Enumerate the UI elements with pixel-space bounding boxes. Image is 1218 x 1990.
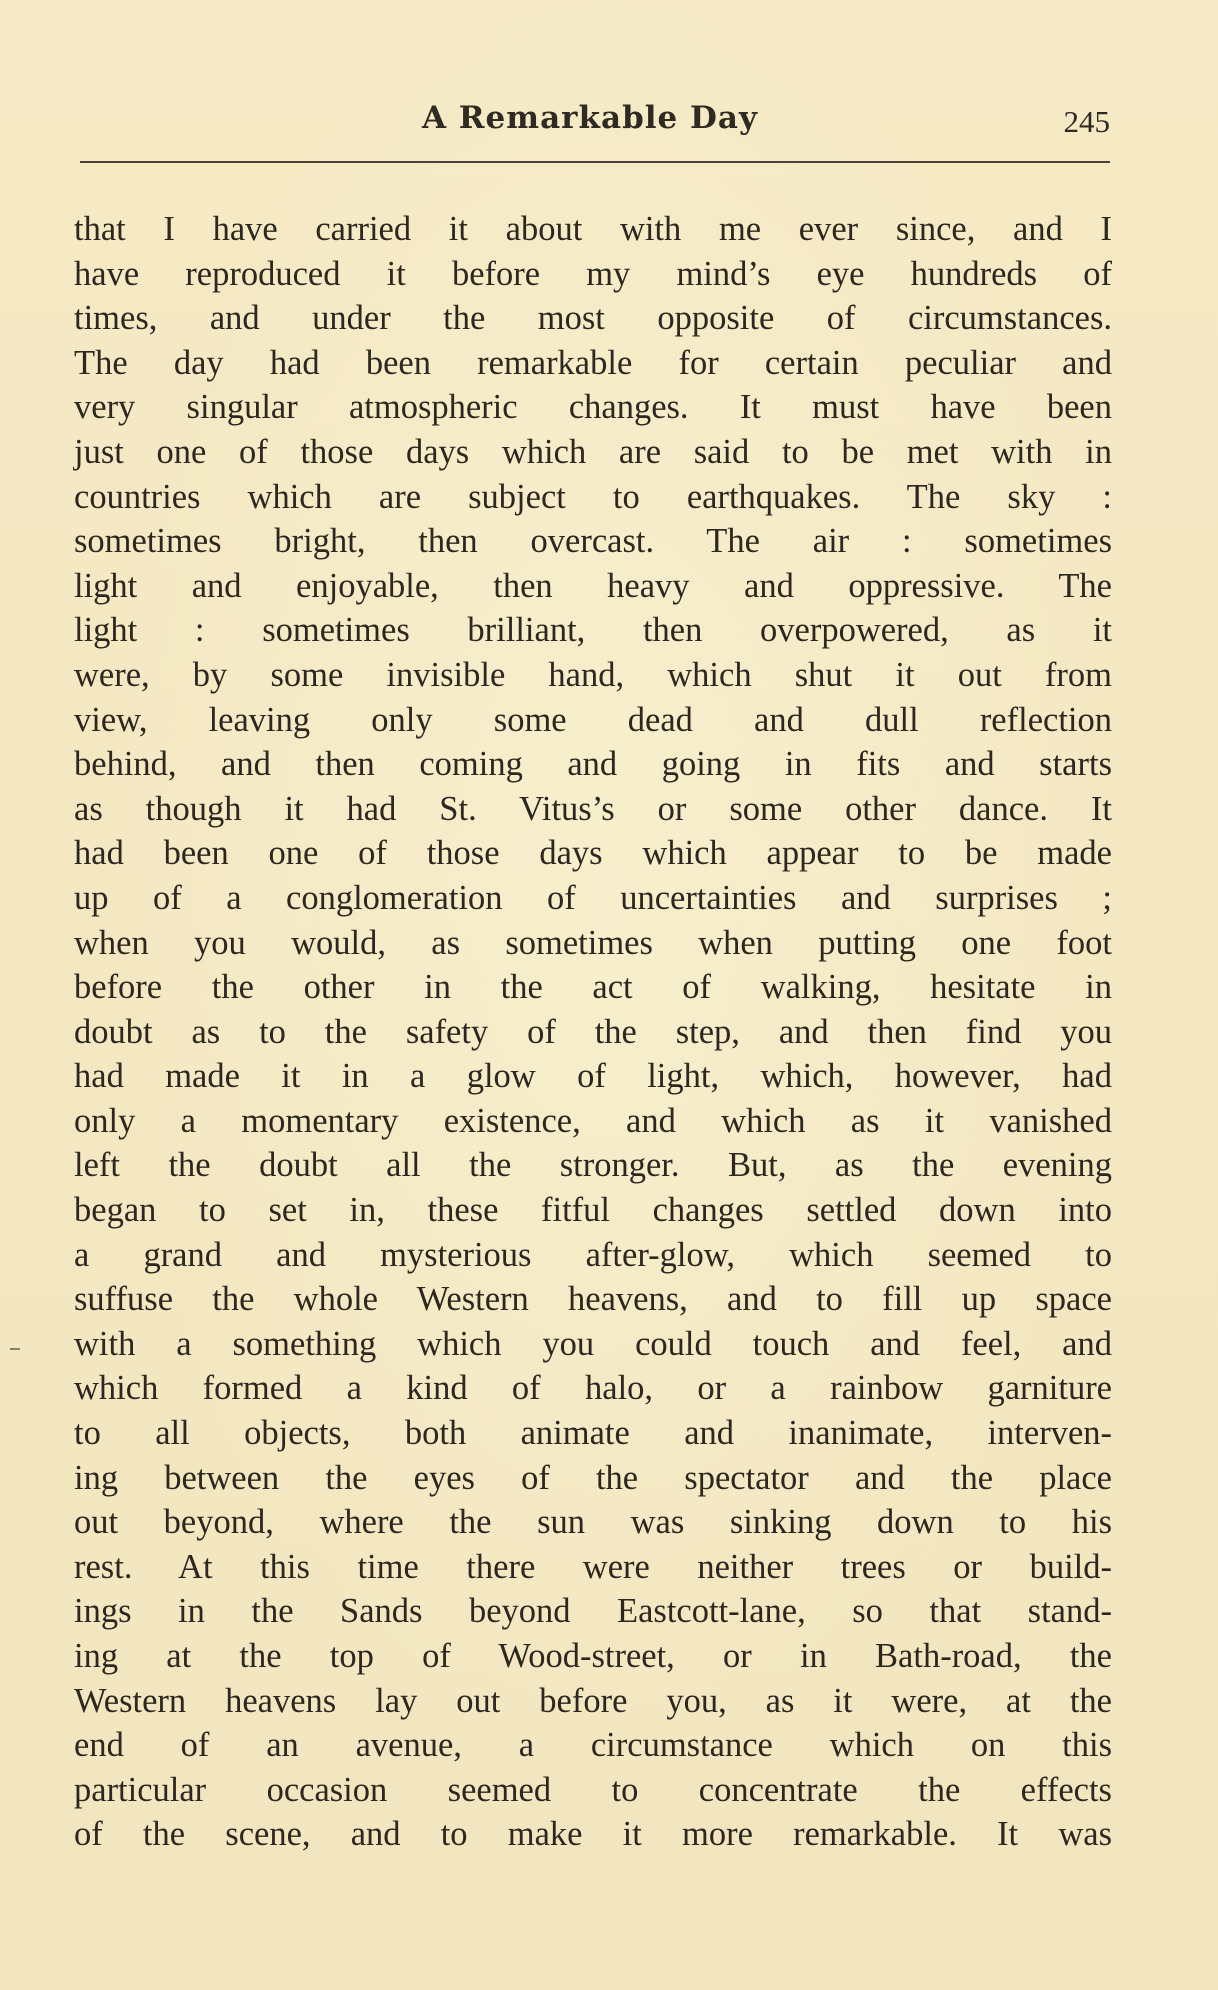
text-line: as though it had St. Vitus’s or some other dance. It	[74, 789, 1112, 828]
text-line: end of an avenue, a circumstance which on this	[74, 1726, 1112, 1765]
text-line: had been one of those days which appear to be made	[74, 834, 1112, 873]
body-text	[74, 207, 1112, 1857]
text-line: The day had been remarkable for certain peculiar and	[74, 343, 1112, 382]
text-line: Western heavens lay out before you, as it were, at the	[74, 1681, 1112, 1720]
text-line: only a momentary existence, and which as it vanished	[74, 1101, 1112, 1140]
running-head	[70, 100, 1110, 148]
text-line: behind, and then coming and going in fits and starts	[74, 745, 1112, 784]
text-line: light and enjoyable, then heavy and oppressive. The	[74, 566, 1112, 605]
text-line: ings in the Sands beyond Eastcott-lane, so that stand-	[74, 1592, 1112, 1631]
text-line: countries which are subject to earthquakes. The sky :	[74, 477, 1112, 516]
text-line: just one of those days which are said to be met with in	[74, 432, 1112, 471]
running-title: A Remarkable Day	[421, 100, 759, 136]
margin-mark	[10, 1348, 20, 1350]
text-line: that I have carried it about with me ever since, and I	[74, 210, 1112, 248]
text-line: with a something which you could touch and feel, and	[74, 1324, 1112, 1363]
text-line: times, and under the most opposite of circumstances.	[74, 299, 1112, 338]
text-line: very singular atmospheric changes. It must have been	[74, 388, 1112, 427]
text-line: particular occasion seemed to concentrate the effects	[74, 1770, 1112, 1809]
text-line: have reproduced it before my mind’s eye hundreds of	[74, 254, 1112, 293]
text-line: to all objects, both animate and inanimate, interven-	[74, 1414, 1112, 1453]
text-line: when you would, as sometimes when putting one foot	[74, 923, 1112, 962]
text-line: ing at the top of Wood-street, or in Bath-road, the	[74, 1637, 1112, 1675]
text-line: left the doubt all the stronger. But, as the evening	[74, 1146, 1112, 1185]
text-line: were, by some invisible hand, which shut it out from	[74, 655, 1112, 694]
text-line: light : sometimes brilliant, then overpowered, as it	[74, 611, 1112, 650]
page-number: 245	[1063, 104, 1110, 139]
text-line: before the other in the act of walking, hesitate in	[74, 968, 1112, 1007]
text-line: ing between the eyes of the spectator and the place	[74, 1458, 1112, 1497]
text-line: a grand and mysterious after-glow, which seemed to	[74, 1235, 1112, 1274]
text-line: up of a conglomeration of uncertainties and surprises ;	[74, 878, 1112, 917]
text-line: which formed a kind of halo, or a rainbow garniture	[74, 1369, 1112, 1408]
text-line: had made it in a glow of light, which, however, had	[74, 1057, 1112, 1096]
text-line: view, leaving only some dead and dull reflection	[74, 700, 1112, 739]
text-line: of the scene, and to make it more remarkable. It was	[74, 1815, 1112, 1854]
text-line: began to set in, these fitful changes settled down into	[74, 1191, 1112, 1230]
text-line: doubt as to the safety of the step, and then find you	[74, 1012, 1112, 1051]
text-line: rest. At this time there were neither trees or build-	[74, 1547, 1112, 1586]
text-line: sometimes bright, then overcast. The air : sometimes	[74, 522, 1112, 561]
header-rule	[80, 161, 1110, 163]
text-line: suffuse the whole Western heavens, and to fill up space	[74, 1280, 1112, 1319]
text-line: out beyond, where the sun was sinking down to his	[74, 1503, 1112, 1542]
